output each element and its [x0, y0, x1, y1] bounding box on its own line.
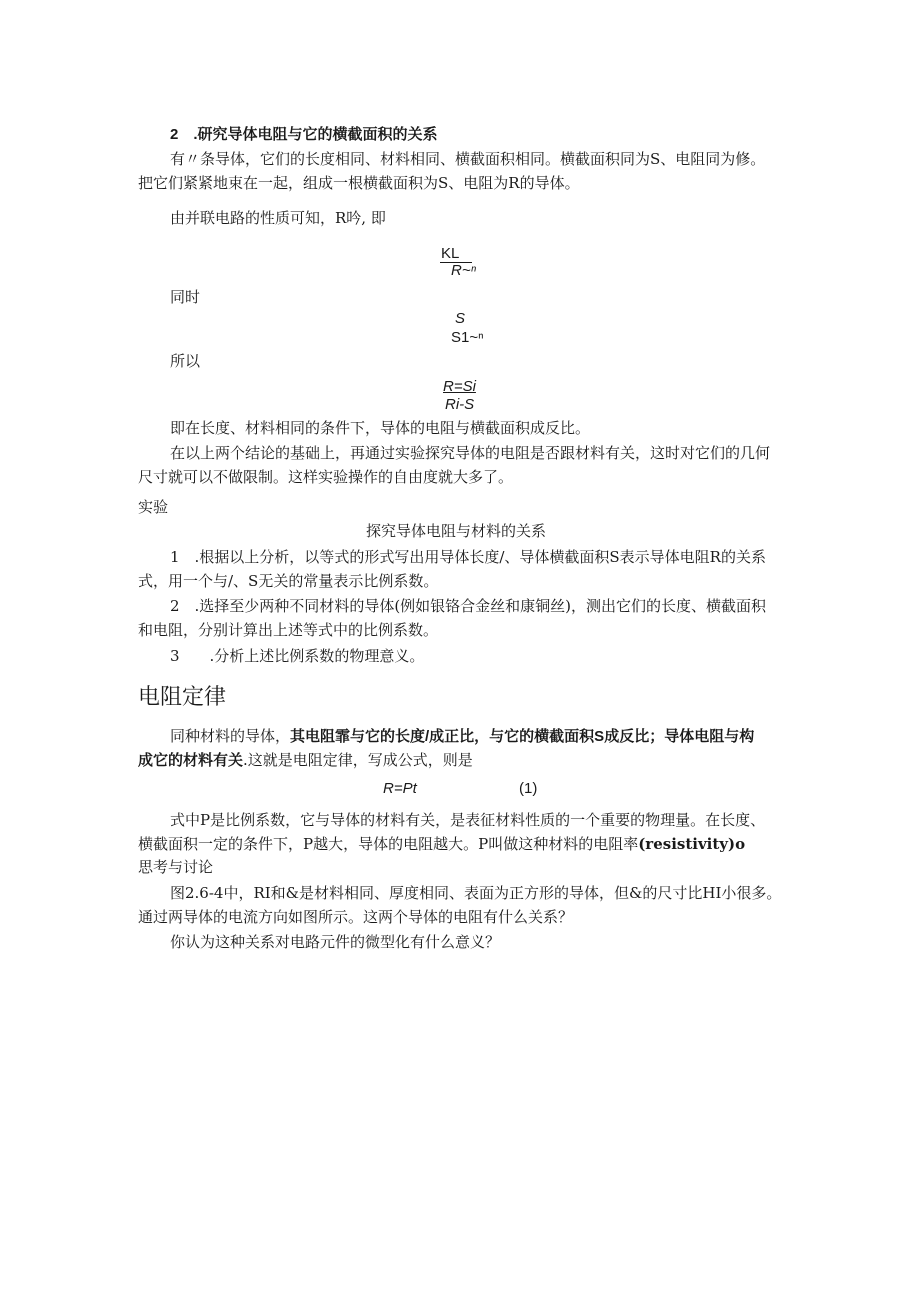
list-item-continuation: 和电阻，分别计算出上述等式中的比例系数。 — [138, 621, 439, 639]
paragraph-line: 式中P是比例系数，它与导体的材料有关，是表征材料性质的一个重要的物理量。在长度、 — [170, 811, 766, 829]
list-item: 3 .分析上述比例系数的物理意义。 — [170, 647, 425, 665]
equation-2-denominator: S1~ⁿ — [451, 329, 484, 346]
paragraph-line — [170, 726, 754, 747]
paragraph-line: 把它们紧紧地束在一起，组成一根横截面积为S、电阻为R的导体。 — [138, 174, 580, 192]
section-heading: 2 .研究导体电阻与它的横截面积的关系 — [170, 126, 438, 143]
paragraph-line: 由并联电路的性质可知，R吟, 即 — [170, 209, 386, 227]
paragraph-line: 同时 — [170, 288, 201, 306]
law-heading: 电阻定律 — [138, 685, 227, 710]
experiment-label: 实验 — [138, 499, 169, 516]
paragraph-line: 在以上两个结论的基础上，再通过实验探究导体的电阻是否跟材料有关，这时对它们的几何 — [170, 444, 771, 462]
paragraph-line: 尺寸就可以不做限制。这样实验操作的自由度就大多了。 — [138, 468, 514, 486]
paragraph-line: 有〃条导体，它们的长度相同、材料相同、横截面积相同。横截面积同为S、电阻同为修。 — [170, 150, 766, 168]
formula-number: (1) — [519, 780, 538, 797]
paragraph-line: 所以 — [170, 352, 201, 370]
paragraph-line: 图2.6-4中，RI和&是材料相同、厚度相同、表面为正方形的导体，但&的尺寸比HI小很多。 — [170, 884, 782, 902]
term-english: (resistivity)o — [638, 835, 746, 853]
law-formula: R=Pt — [383, 780, 417, 797]
law-statement: 成它的材料有关 — [138, 752, 244, 769]
paragraph-line — [138, 750, 473, 771]
paragraph-line — [138, 834, 745, 854]
law-statement: 其电阻霏与它的长度/成正比，与它的横截面积S成反比；导体电阻与构 — [290, 728, 755, 745]
law-text-plain: 同种材料的导体， — [170, 727, 291, 745]
list-item-continuation: 式，用一个与/、S无关的常量表示比例系数。 — [138, 572, 439, 590]
equation-1-numerator: KL — [441, 245, 460, 262]
equation-2-numerator: S — [455, 310, 466, 327]
equation-3-denominator: Ri-S — [445, 396, 475, 413]
experiment-title: 探究导体电阻与材料的关系 — [366, 523, 547, 540]
equation-3-numerator: R=Si — [443, 378, 476, 395]
equation-1-denominator: R~ⁿ — [451, 262, 477, 279]
law-text-plain: 横截面积一定的条件下，P越大，导体的电阻越大。P叫做这种材料的电阻率 — [138, 835, 639, 853]
list-item: 1 .根据以上分析，以等式的形式写出用导体长度/、导体横截面积S表示导体电阻R的关系 — [170, 548, 766, 566]
paragraph-line: 你认为这种关系对电路元件的微型化有什么意义？ — [170, 933, 501, 951]
law-text-plain: .这就是电阻定律，写成公式，则是 — [243, 751, 473, 769]
list-item: 2 .选择至少两种不同材料的导体(例如银铬合金丝和康铜丝)，测出它们的长度、横截面积 — [170, 597, 767, 615]
discussion-label: 思考与讨论 — [138, 859, 214, 876]
paragraph-line: 即在长度、材料相同的条件下，导体的电阻与横截面积成反比。 — [170, 419, 591, 437]
paragraph-line: 通过两导体的电流方向如图所示。这两个导体的电阻有什么关系？ — [138, 908, 574, 926]
